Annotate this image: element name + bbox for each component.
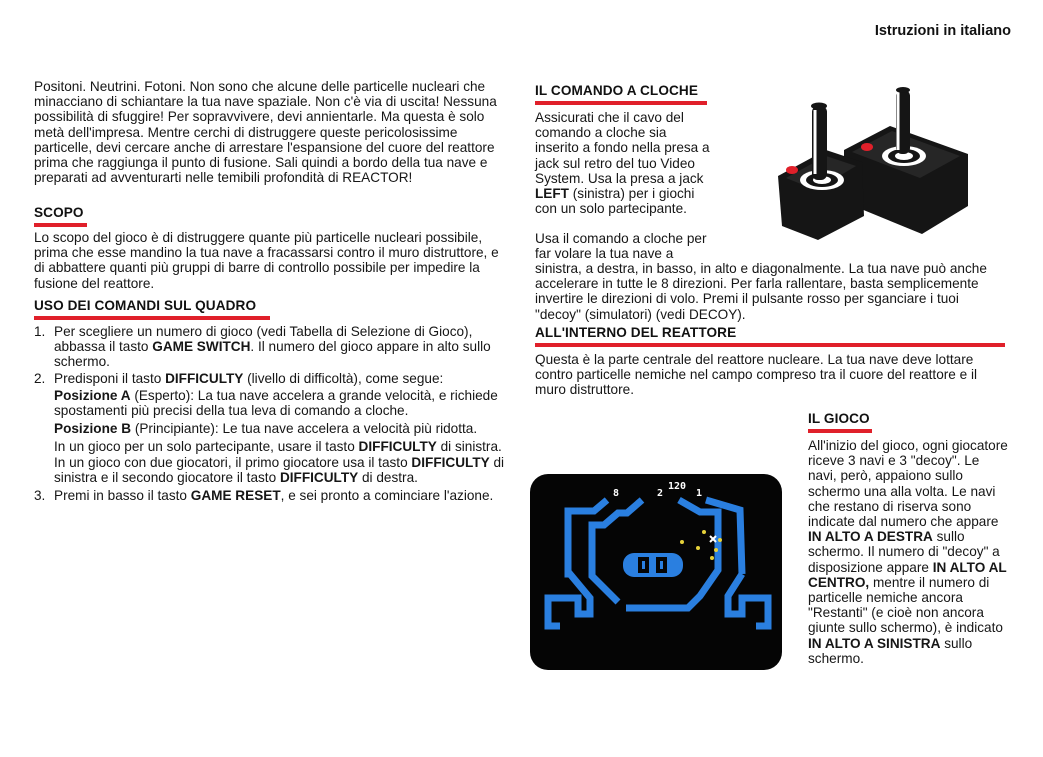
- gioco-body: All'inizio del gioco, ogni giocatore riceve 3 navi e 3 "decoy". Le navi, però, appaiono sullo schermo una alla volta. Le navi che restano di riserva sono indicate dal numero che appare IN ALTO A DESTRA sullo schermo. Il numero di "decoy" a disposizione appare IN ALTO AL CENTRO, mentre il numero di particelle nemiche ancora "Restanti" (e cioè non ancora giunte sullo schermo), è indicato IN ALTO A SINISTRA sullo schermo.: [808, 438, 1008, 666]
- comando-heading: [535, 83, 707, 105]
- list-item: [34, 324, 508, 370]
- joystick-illustration: [772, 84, 1016, 242]
- step-number: 3.: [34, 488, 46, 504]
- score-readout: 120: [668, 481, 687, 492]
- reactor-core: [623, 553, 683, 577]
- uso-steps-list: [34, 324, 508, 503]
- reattore-title: ALL'INTERNO DEL REATTORE: [535, 325, 737, 340]
- uso-heading: [34, 298, 270, 320]
- step-number: 2.: [34, 370, 46, 386]
- comando-paragraph-1: Assicurati che il cavo del comando a cloche sia inserito a fondo nella presa a jack sul retro del tuo Video System. Usa la presa a jack LEFT (sinistra) per i giochi con un solo partecipante.: [535, 110, 710, 217]
- list-item: [34, 371, 508, 485]
- intro-paragraph: Positoni. Neutrini. Fotoni. Non sono che alcune delle particelle nucleari che minacciano di schiantare la tua nave spaziale. Non c'è via di uscita! Nessuna possibilità di sfuggire! Per sopravvivere, devi annientarle. Ma questa è solo metà dell'impresa. Mentre cerchi di distruggere queste pericolosissime particelle, devi cercare anche di arrestare l'espansione del cuore del reattore prima che raggiunga il punto di fusione. Sali quindi a bordo della tua nave e preparati ad avventurarti nelle temibili profondità di REACTOR!: [34, 79, 497, 186]
- scopo-title: SCOPO: [34, 205, 84, 220]
- uso-title: USO DEI COMANDI SUL QUADRO: [34, 298, 257, 313]
- reattore-heading: [535, 325, 1005, 347]
- reactor-field: [530, 474, 782, 670]
- decoy-count: 2: [657, 488, 664, 499]
- position-b: Posizione B (Principiante): Le tua nave accelera a velocità più ridotta.: [54, 421, 478, 437]
- reserve-ships-count: 1: [696, 488, 703, 499]
- position-a: Posizione A (Esperto): La tua nave accelera a grande velocità, e richiede spostamenti più precisi della tua leva di comando a cloche.: [54, 387, 498, 419]
- reattore-body: Questa è la parte centrale del reattore nucleare. La tua nave deve lottare contro particelle nemiche nel campo compreso tra il cuore del reattore e il muro distruttore.: [535, 352, 978, 398]
- difficulty-players-note: In un gioco per un solo partecipante, usare il tasto DIFFICULTY di sinistra. In un gioco con due giocatori, il primo giocatore usa il tasto DIFFICULTY di sinistra e il secondo giocatore il tasto DIFFICULTY di destra.: [54, 439, 505, 485]
- page-header-title: Istruzioni in italiano: [874, 23, 1011, 39]
- comando-title: IL COMANDO A CLOCHE: [535, 83, 699, 98]
- comando-paragraph-2-rest: sinistra, a destra, in basso, in alto e diagonalmente. La tua nave può anche accelerare in tutte le 8 direzioni. Per farla rallentare, basta semplicemente invertire le direzioni di volo. Premi il pulsante rosso per sganciare i tuoi "decoy" (simulatori) (vedi DECOY).: [535, 261, 987, 322]
- comando-rule: [535, 101, 707, 105]
- front-joystick: [778, 103, 864, 241]
- remaining-particles-count: 8: [613, 488, 620, 499]
- step-number: 1.: [34, 324, 46, 339]
- step1-text: Per scegliere un numero di gioco (vedi Tabella di Selezione di Gioco), abbassa il tasto GAME SWITCH. Il numero del gioco appare in alto sullo schermo.: [54, 324, 491, 370]
- scopo-rule: [34, 223, 87, 227]
- step3-text: Premi in basso il tasto GAME RESET, e sei pronto a cominciare l'azione.: [54, 488, 494, 504]
- list-item: [34, 488, 508, 503]
- gioco-title: IL GIOCO: [808, 411, 870, 426]
- scopo-heading: [34, 205, 87, 227]
- gioco-rule: [808, 429, 872, 433]
- comando-paragraph-2-top: Usa il comando a cloche per far volare la tua nave a: [535, 231, 707, 262]
- uso-rule: [34, 316, 270, 320]
- scopo-body: Lo scopo del gioco è di distruggere quante più particelle nucleari possibile, prima che esse mandino la tua nave a fracassarsi contro il muro distruttore, e di abbattere quanti più gruppi di barre di controllo possibile per impedire la fusione del reattore.: [34, 230, 499, 291]
- step2-text: Predisponi il tasto DIFFICULTY (livello di difficoltà), come segue:: [54, 370, 444, 386]
- reattore-rule: [535, 343, 1005, 347]
- game-screen: [530, 474, 782, 670]
- gioco-heading: [808, 411, 872, 433]
